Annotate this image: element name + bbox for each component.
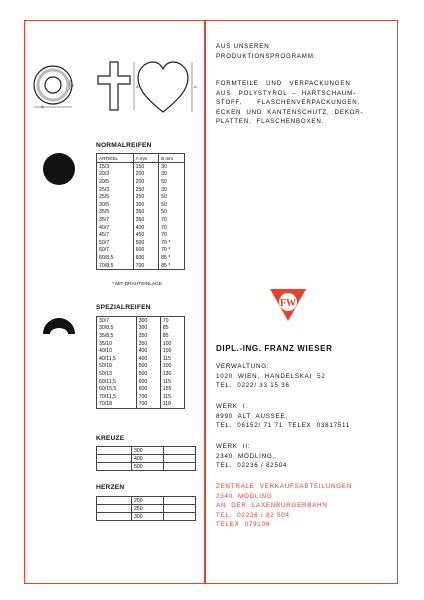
table-row	[97, 513, 196, 521]
table-cell: 35/5	[97, 209, 134, 217]
table-cell	[97, 447, 132, 455]
table-cell: 700	[136, 401, 160, 409]
spezialreifen-heading: SPEZIALREIFEN	[96, 304, 151, 311]
table-row	[97, 201, 185, 209]
table-cell: 250	[133, 193, 158, 201]
table-cell: 35/7	[97, 216, 134, 224]
table-cell: 60/7	[97, 247, 134, 255]
table-cell	[97, 505, 132, 513]
table-row	[97, 505, 196, 513]
table-row	[97, 370, 185, 378]
table-cell	[164, 447, 196, 455]
table-cell: 35/8,5	[97, 332, 137, 340]
table-cell: 60/15,5	[97, 385, 137, 393]
table-cell: 200	[133, 171, 158, 179]
table-cell: 15/3	[97, 163, 134, 171]
table-cell: 350	[133, 216, 158, 224]
table-cell: 100	[160, 340, 184, 348]
normalreifen-cross-section-icon	[42, 152, 76, 186]
table-row	[97, 247, 185, 255]
company-logo	[268, 287, 308, 323]
table-row	[97, 463, 196, 471]
herzen-heading: HERZEN	[96, 484, 125, 491]
table-cell	[97, 513, 132, 521]
table-cell: 500	[136, 363, 160, 371]
table-cell: 40/11,5	[97, 355, 137, 363]
table-cell: 70/8,5	[97, 262, 134, 270]
table-cell: 70	[160, 317, 184, 325]
table-cell: 400	[133, 224, 158, 232]
table-cell: 30	[159, 171, 185, 179]
table-cell	[164, 497, 196, 505]
table-cell: 115	[160, 355, 184, 363]
table-cell: 500	[136, 370, 160, 378]
heart-shape	[138, 62, 188, 112]
herzen-table	[96, 496, 196, 521]
table-cell: 70/18	[97, 401, 137, 409]
table-cell: 40/10	[97, 347, 137, 355]
table-cell: 115	[160, 393, 184, 401]
table-cell: 50	[159, 209, 185, 217]
table-row	[97, 401, 185, 409]
table-cell: 85 *	[159, 262, 185, 270]
table-cell: 60/11,5	[97, 378, 137, 386]
table-cell: 250	[132, 505, 164, 513]
table-cell	[164, 505, 196, 513]
table-row	[97, 340, 185, 348]
table-row	[97, 363, 185, 371]
normalreifen-heading: NORMALREIFEN	[96, 142, 152, 149]
table-cell: 50/7	[97, 239, 134, 247]
table-cell: 700	[133, 262, 158, 270]
table-row	[97, 325, 185, 333]
table-row	[97, 393, 185, 401]
table-row	[97, 254, 185, 262]
table-row	[97, 497, 196, 505]
table-cell: 50/13	[97, 370, 137, 378]
table-row	[97, 239, 185, 247]
table-cell: 30/8,5	[97, 325, 137, 333]
table-row	[97, 455, 196, 463]
table-cell: 200	[133, 178, 158, 186]
table-cell: 600	[136, 385, 160, 393]
normalreifen-table	[96, 153, 185, 270]
table-cell: 115	[160, 378, 184, 386]
svg-text:FW: FW	[279, 298, 297, 309]
ring-shape	[34, 66, 72, 104]
table-row	[97, 224, 185, 232]
table-cell: 350	[136, 332, 160, 340]
table-row	[97, 163, 185, 171]
table-cell: 300	[132, 447, 164, 455]
table-row	[97, 317, 185, 325]
table-cell: 50	[159, 193, 185, 201]
kreuze-table	[96, 446, 196, 471]
table-cell: 70 *	[159, 247, 185, 255]
table-cell: 20/5	[97, 178, 134, 186]
table-cell: 300	[136, 317, 160, 325]
table-cell: 85	[160, 332, 184, 340]
cross-label-a: A	[136, 84, 139, 89]
spezialreifen-table	[96, 316, 185, 409]
table-cell: 35/10	[97, 340, 137, 348]
table-cell: 300	[133, 201, 158, 209]
table-cell	[97, 455, 132, 463]
table-cell: 70 *	[159, 239, 185, 247]
table-row	[97, 171, 185, 179]
table-cell: 250	[133, 186, 158, 194]
table-cell: 50	[159, 178, 185, 186]
table-cell: 30/5	[97, 201, 134, 209]
table-row	[97, 355, 185, 363]
table-cell: 50/10	[97, 363, 137, 371]
kreuze-heading: KREUZE	[96, 435, 125, 442]
table-cell	[164, 513, 196, 521]
table-row	[97, 378, 185, 386]
table-cell: 300	[136, 325, 160, 333]
table-cell: 300	[132, 513, 164, 521]
table-row	[97, 447, 196, 455]
table-cell	[164, 463, 196, 471]
table-cell: 600	[136, 378, 160, 386]
drahteinlage-note: * MIT DRAHTEINLAGE	[112, 282, 163, 287]
table-cell: 40/7	[97, 224, 134, 232]
table-cell: 85	[160, 325, 184, 333]
table-cell: 600	[133, 247, 158, 255]
table-cell: 450	[133, 231, 158, 239]
table-cell: 350	[133, 209, 158, 217]
table-cell: 60/8,5	[97, 254, 134, 262]
table-row	[97, 216, 185, 224]
table-cell: 600	[133, 254, 158, 262]
product-shapes-illustration	[30, 50, 195, 120]
table-cell: 85 *	[159, 254, 185, 262]
table-row	[97, 231, 185, 239]
table-header-row	[97, 154, 185, 163]
intro-text: AUS UNSEREN PRODUKTIONSPROGRAMM:	[216, 43, 317, 60]
table-cell: 130	[160, 370, 184, 378]
verwaltung-address: VERWALTUNG: 1020 WIEN, HANDELSKAI 52 TEL. 0222/ 33 15 36	[216, 363, 326, 390]
table-row	[97, 178, 185, 186]
table-cell: 350	[136, 340, 160, 348]
table-row	[97, 193, 185, 201]
table-cell: 45/7	[97, 231, 134, 239]
table-cell: 70	[159, 216, 185, 224]
table-cell: 400	[136, 355, 160, 363]
table-cell: 100	[160, 347, 184, 355]
products-text: FORMTEILE UND VERPACKUNGEN AUS POLYSTYROL – HARTSCHAUM- STOFF, FLASCHENVERPACKUNGEN, ECKEN UND KANTENSCHUTZ, DEKOR- PLATTEN, FLASCHENBOXEN.	[216, 80, 364, 126]
table-cell: 500	[133, 239, 158, 247]
table-cell: 200	[132, 497, 164, 505]
table-cell	[97, 463, 132, 471]
spezialreifen-cross-section-icon	[42, 314, 76, 336]
table-cell: 30	[159, 186, 185, 194]
table-row	[97, 209, 185, 217]
table-cell: 400	[132, 455, 164, 463]
sales-department-address: ZENTRALE VERKAUFSABTEILUNGEN 2340 MÖDLING AN DER LAXENBURGERBAHN TEL. 02236 / 82 504 TELEX 079109	[216, 483, 352, 529]
table-cell	[97, 497, 132, 505]
table-cell: 150	[133, 163, 158, 171]
table-cell: 50	[159, 201, 185, 209]
column-header-artikel: ARTIKEL	[97, 154, 134, 163]
table-cell: 20/3	[97, 171, 134, 179]
table-cell: 30/7	[97, 317, 137, 325]
table-cell: 700	[136, 393, 160, 401]
cross-shape	[98, 62, 130, 110]
ring-label-a: A	[41, 104, 44, 109]
table-cell: 25/3	[97, 186, 134, 194]
table-row	[97, 262, 185, 270]
table-cell: 70/11,5	[97, 393, 137, 401]
heart-label-a: A	[194, 84, 197, 89]
ring-label-b: B	[71, 83, 74, 88]
company-name: DIPL.-ING. FRANZ WIESER	[216, 344, 333, 353]
table-cell: 70	[159, 231, 185, 239]
table-cell: 118	[160, 401, 184, 409]
column-header-b: B mm	[159, 154, 185, 163]
table-row	[97, 332, 185, 340]
table-cell: 500	[132, 463, 164, 471]
werk-1-address: WERK I: 8990 ALT AUSSEE, TEL. 06152/ 71 71 TELEX 03817511	[216, 403, 351, 430]
table-row	[97, 385, 185, 393]
column-header-a: A mm	[133, 154, 158, 163]
table-cell: 100	[160, 363, 184, 371]
table-cell: 30	[159, 163, 185, 171]
table-cell: 155	[160, 385, 184, 393]
table-row	[97, 186, 185, 194]
table-cell: 70	[159, 224, 185, 232]
werk-2-address: WERK II: 2340 MÖDLING, TEL. 02236 / 82504	[216, 443, 288, 470]
table-cell: 400	[136, 347, 160, 355]
table-cell: 25/5	[97, 193, 134, 201]
table-cell	[164, 455, 196, 463]
table-row	[97, 347, 185, 355]
